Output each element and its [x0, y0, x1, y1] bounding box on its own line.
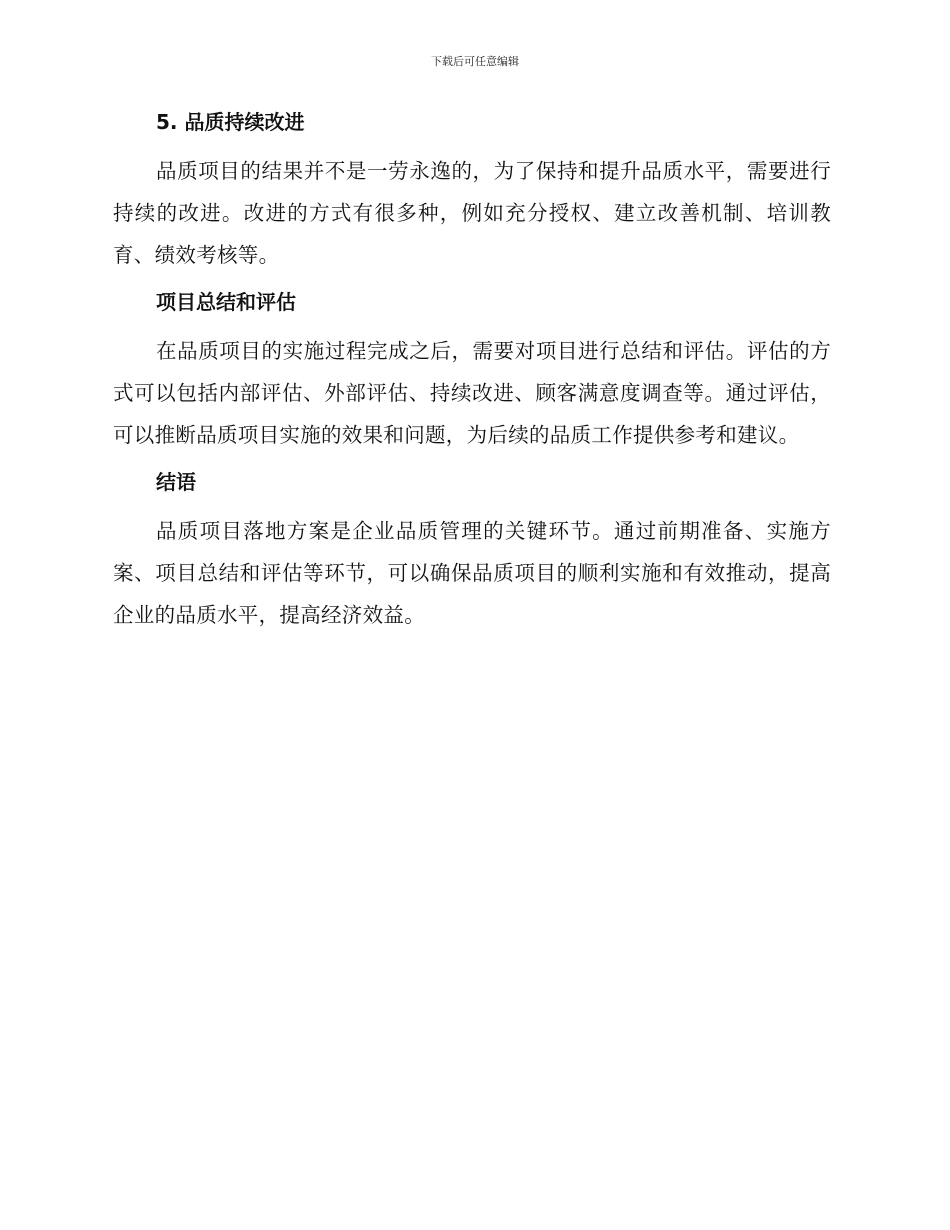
section-heading: 项目总结和评估 — [156, 290, 296, 314]
section-conclusion — [113, 468, 831, 636]
section-heading: 5. 品质持续改进 — [156, 110, 305, 134]
section-heading: 结语 — [156, 470, 196, 494]
section-paragraph: 品质项目的结果并不是一劳永逸的，为了保持和提升品质水平，需要进行持续的改进。改进的方式有很多种，例如充分授权、建立改善机制、培训教育、绩效考核等。 — [113, 159, 831, 267]
section-quality-improvement — [113, 108, 831, 276]
section-paragraph: 在品质项目的实施过程完成之后，需要对项目进行总结和评估。评估的方式可以包括内部评估、外部评估、持续改进、顾客满意度调查等。通过评估，可以推断品质项目实施的效果和问题，为后续的品质工作提供参考和建议。 — [113, 339, 831, 447]
document-body — [113, 108, 831, 648]
section-paragraph: 品质项目落地方案是企业品质管理的关键环节。通过前期准备、实施方案、项目总结和评估等环节，可以确保品质项目的顺利实施和有效推动，提高企业的品质水平，提高经济效益。 — [113, 519, 831, 627]
section-summary-evaluation — [113, 288, 831, 456]
page-header: 下载后可任意编辑 — [431, 55, 519, 68]
